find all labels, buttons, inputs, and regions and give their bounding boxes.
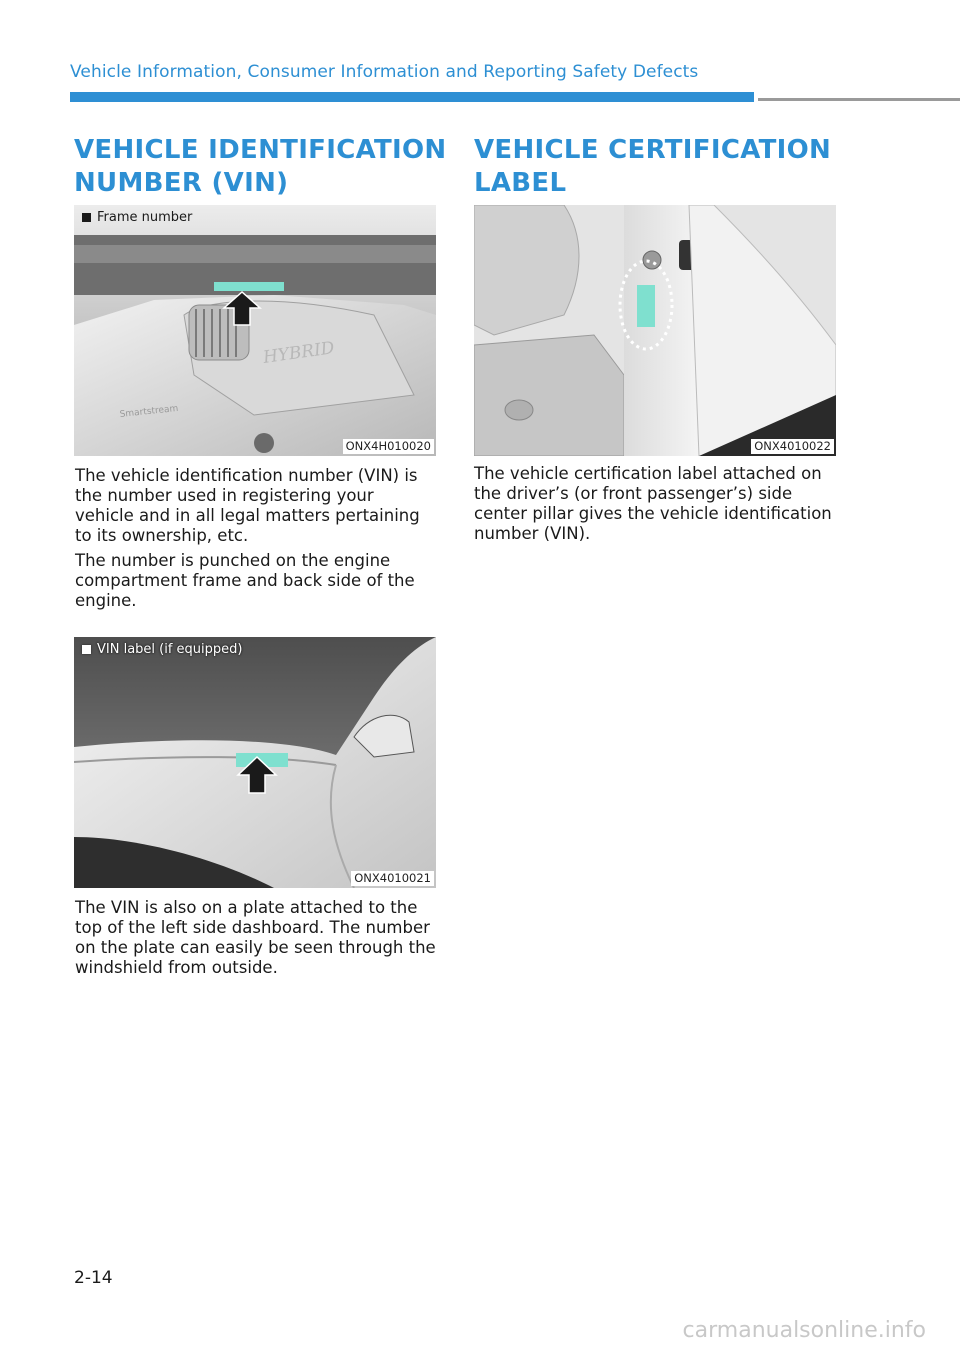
engine-cover-hybrid-text: HYBRID	[261, 338, 336, 368]
heading-line-1: VEHICLE IDENTIFICATION	[74, 135, 447, 165]
figure-certification-label	[474, 205, 836, 456]
figure-caption-text: VIN label (if equipped)	[97, 642, 243, 657]
engine-bay-illustration	[74, 205, 436, 456]
header-accent-bar	[70, 92, 754, 102]
figure-code: ONX4H010020	[343, 439, 434, 454]
body-paragraph-cert: The vehicle certification label attached on the driver’s (or front passenger’s) side center pillar gives the vehicle identification number (VIN).	[474, 464, 832, 543]
windshield-illustration	[74, 637, 436, 888]
figure-caption	[82, 210, 192, 225]
figure-code: ONX4010022	[751, 439, 834, 454]
section-heading-certification	[474, 134, 831, 200]
heading-line-2: LABEL	[474, 168, 567, 198]
figure-caption	[82, 642, 242, 657]
page-number: 2-14	[74, 1268, 113, 1288]
door-pillar-illustration	[474, 205, 836, 456]
figure-frame-number	[74, 205, 436, 456]
body-paragraph-1: The vehicle identification number (VIN) is the number used in registering your vehicle and in all legal matters pertaining to its ownership, etc.	[75, 466, 420, 545]
section-heading-vin	[74, 134, 446, 200]
heading-line-1: VEHICLE CERTIFICATION	[474, 135, 832, 165]
square-bullet-icon	[82, 213, 91, 222]
body-paragraph-2: The number is punched on the engine compartment frame and back side of the engine.	[75, 551, 415, 610]
square-bullet-icon	[82, 645, 91, 654]
body-paragraph-3: The VIN is also on a plate attached to the top of the left side dashboard. The number on the plate can easily be seen through the windshield from outside.	[75, 898, 436, 977]
figure-code: ONX4010021	[351, 871, 434, 886]
figure-vin-label	[74, 637, 436, 888]
page-header-title: Vehicle Information, Consumer Information and Reporting Safety Defects	[70, 62, 699, 82]
figure-caption-text: Frame number	[97, 210, 193, 225]
watermark: carmanualsonline.info	[682, 1318, 926, 1343]
heading-line-2: NUMBER (VIN)	[74, 168, 289, 198]
header-rule	[758, 98, 960, 101]
engine-cover-smartstream-text: Smartstream	[119, 403, 179, 420]
